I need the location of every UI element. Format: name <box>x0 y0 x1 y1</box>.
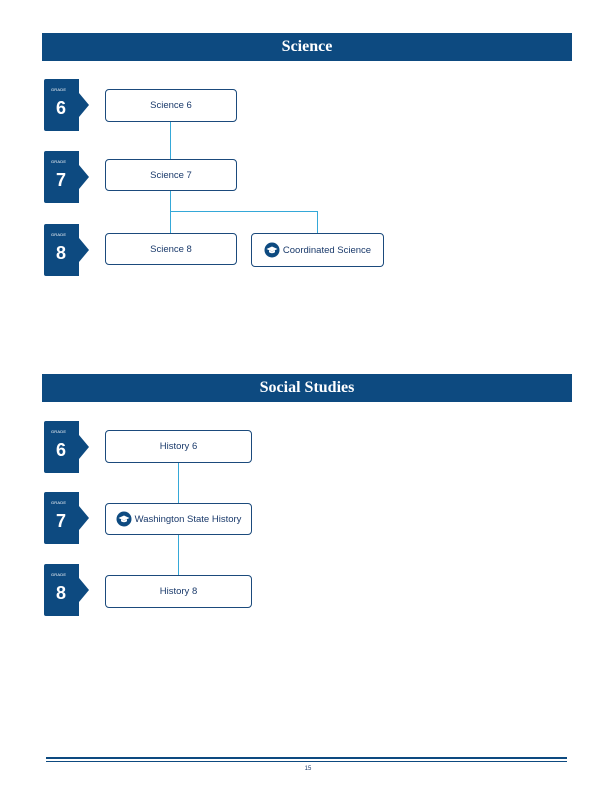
grade-number: 6 <box>55 98 66 118</box>
grade-8-badge <box>44 564 90 616</box>
course-label: Science 6 <box>150 100 192 111</box>
grade-number: 7 <box>55 511 66 531</box>
graduation-cap-icon <box>264 242 280 258</box>
course-label: History 8 <box>159 586 198 597</box>
grade-label: GRADE <box>51 572 67 577</box>
social-studies-title-text: Social Studies <box>259 379 355 396</box>
page-number: 15 <box>304 766 312 772</box>
course-science-6[interactable] <box>105 89 237 122</box>
connector-line <box>170 122 171 159</box>
course-label: Science 7 <box>150 169 192 181</box>
course-label: Science 8 <box>150 243 192 255</box>
grade-number: 6 <box>55 440 66 460</box>
science-section-title <box>42 33 572 61</box>
course-history-6[interactable] <box>105 430 252 463</box>
grade-number: 7 <box>55 170 66 190</box>
course-label: Washington State History <box>134 513 242 525</box>
course-science-8[interactable] <box>105 233 237 265</box>
grade-6-badge <box>44 421 90 473</box>
grade-label: GRADE <box>51 500 67 505</box>
course-label: History 6 <box>159 441 198 452</box>
graduation-cap-icon <box>116 511 132 527</box>
grade-6-badge <box>44 79 90 131</box>
grade-7-badge <box>44 151 90 203</box>
connector-line <box>170 211 318 212</box>
connector-line <box>178 463 179 503</box>
footer-rule <box>46 757 567 759</box>
connector-line <box>178 535 179 575</box>
grade-7-badge <box>44 492 90 544</box>
grade-8-badge <box>44 224 90 276</box>
course-history-8[interactable] <box>105 575 252 608</box>
footer-rule-thin <box>46 761 567 762</box>
course-label: Coordinated Science <box>282 244 372 256</box>
connector-line <box>170 191 171 233</box>
social-studies-section-title <box>42 374 572 402</box>
grade-number: 8 <box>55 243 66 263</box>
course-washington-state-history[interactable] <box>105 503 252 535</box>
grade-label: GRADE <box>51 429 67 434</box>
course-coordinated-science[interactable] <box>251 233 384 267</box>
connector-line <box>317 211 318 233</box>
science-title-text: Science <box>281 38 333 55</box>
grade-label: GRADE <box>51 87 67 92</box>
grade-label: GRADE <box>51 232 67 237</box>
grade-number: 8 <box>55 583 66 603</box>
course-science-7[interactable] <box>105 159 237 191</box>
grade-label: GRADE <box>51 159 67 164</box>
